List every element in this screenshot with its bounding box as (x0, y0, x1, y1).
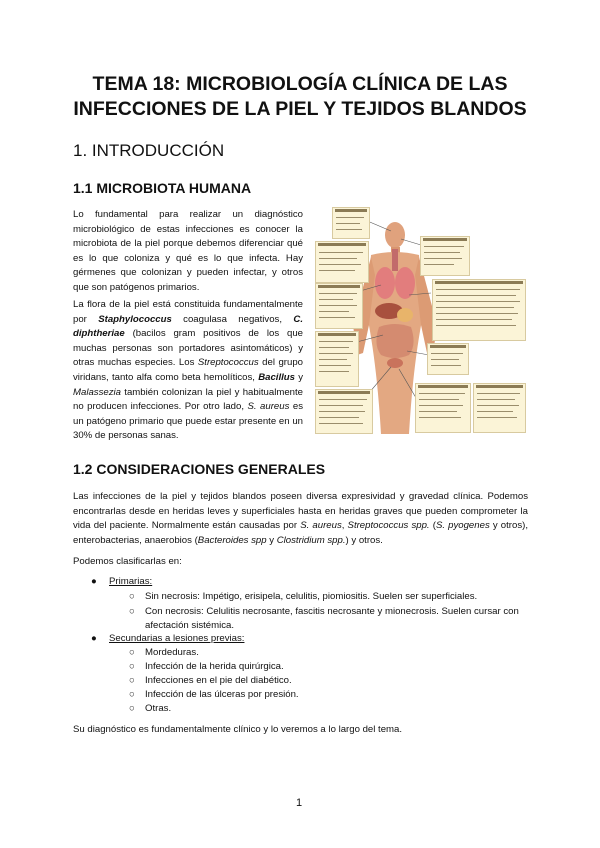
paragraph-general-considerations: Las infecciones de la piel y tejidos blandos poseen diversa expresividad y gravedad clínica. Podemos encontrarlas desde en heridas leves y superficiales hasta en heridas graves que pueden comprometer la vida del paciente. Normalmente están causadas por S. aureus, Streptococcus spp. (S. pyogenes y otros), enterobacterias, anaerobios (Bacteroides spp y Clostridium spp.) y otros. (73, 491, 528, 546)
sub-bullet: ○ (129, 661, 135, 672)
subsection-heading-microbiota: 1.1 MICROBIOTA HUMANA (73, 180, 252, 196)
paragraph-diagnosis: Su diagnóstico es fundamentalmente clínico y lo veremos a lo largo del tema. (73, 724, 403, 735)
list-item: Sin necrosis: Impétigo, erisipela, celulitis, piomiositis. Suelen ser superficiales. (145, 591, 478, 602)
list-item: Infecciones en el pie del diabético. (145, 675, 292, 686)
annotation-box (427, 343, 469, 375)
paragraph-classification-intro: Podemos clasificarlas en: (73, 556, 182, 567)
sub-bullet: ○ (129, 647, 135, 658)
annotation-box (315, 389, 373, 434)
list-item: Infección de la herida quirúrgica. (145, 661, 284, 672)
bullet: ● (91, 633, 97, 644)
page-title: TEMA 18: MICROBIOLOGÍA CLÍNICA DE LAS INFECCIONES DE LA PIEL Y TEJIDOS BLANDOS (73, 73, 527, 120)
sub-bullet: ○ (129, 675, 135, 686)
list-item: Infección de las úlceras por presión. (145, 689, 299, 700)
paragraph-skin-flora: La flora de la piel está constituida fundamentalmente por Staphylococcus coagulasa negativos, C. diphtheriae (bacilos gram positivos de los que muchas personas son portadores asintomáticos) y otras muchas especies. Los Streptococcus del grupo viridans, tanto alfa como beta hemolíticos, Bacillus y Malassezia también colonizan la piel y habitualmente no producen infecciones. Por otro lado, S. aureus es un patógeno primario que puede estar presente en un 30% de personas sanas. (73, 299, 304, 442)
sub-bullet: ○ (129, 703, 135, 714)
annotation-box (473, 383, 526, 433)
bullet: ● (91, 576, 97, 587)
list-item: Con necrosis: Celulitis necrosante, fascitis necrosante y mionecrosis. Suelen cursar con afectación sistémica. (145, 606, 519, 631)
list-item-secundarias: Secundarias a lesiones previas: (109, 633, 245, 644)
page-number: 1 (296, 797, 303, 809)
human-microbiota-figure (313, 205, 526, 434)
list-item: Mordeduras. (145, 647, 199, 658)
sub-bullet: ○ (129, 689, 135, 700)
paragraph-microbiota-intro: Lo fundamental para realizar un diagnóstico microbiológico de estas infecciones es conocer la microbiota de la piel porque debemos diferenciar qué es lo que coloniza y qué es lo que infecta. Hay gérmenes que colonizan y pueden infectar, y otros que son patógenos primarios. (73, 209, 303, 293)
annotation-box (315, 331, 359, 387)
annotation-box (420, 236, 470, 276)
annotation-box (432, 279, 526, 341)
annotation-box (315, 283, 363, 329)
annotation-box (415, 383, 471, 433)
sub-bullet: ○ (129, 606, 135, 617)
section-heading-introduccion: 1. INTRODUCCIÓN (73, 141, 225, 160)
sub-bullet: ○ (129, 591, 135, 602)
list-item-primarias: Primarias: (109, 576, 153, 587)
annotation-box (332, 207, 370, 239)
subsection-heading-consideraciones: 1.2 CONSIDERACIONES GENERALES (73, 461, 326, 477)
annotation-box (315, 241, 369, 283)
list-item: Otras. (145, 703, 172, 714)
